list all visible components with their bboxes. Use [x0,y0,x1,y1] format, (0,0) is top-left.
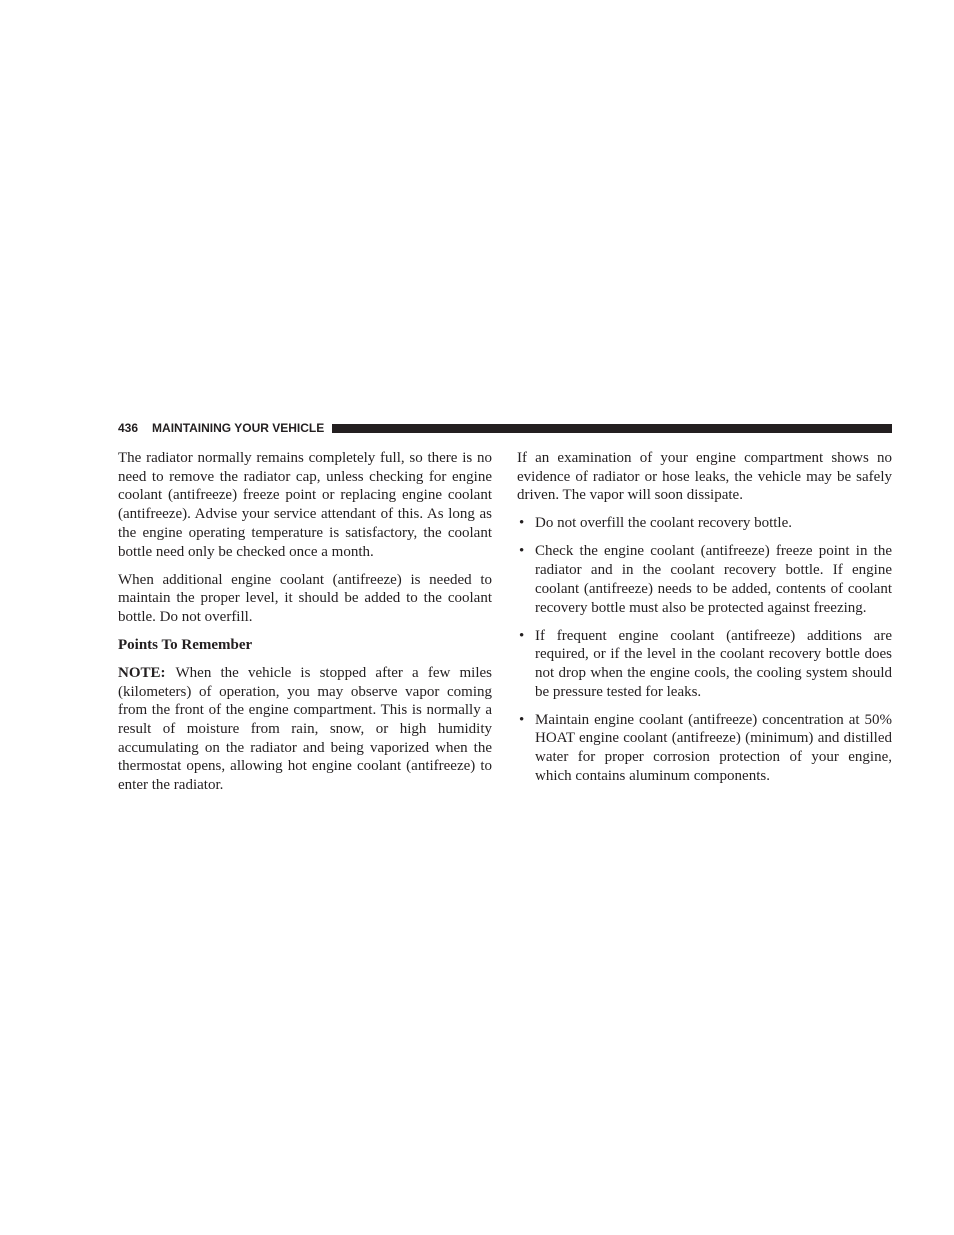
list-item [517,627,892,702]
bullet-icon: • [519,711,525,728]
note-paragraph [118,664,492,795]
bullet-icon: • [519,515,525,532]
list-item-text: Maintain engine coolant (antifreeze) concentration at 50% HOAT engine coolant (antifreeze) (minimum) and distilled water for proper corrosion protection of your engine, which contains aluminum components. [535,711,892,784]
subheading-points-to-remember: Points To Remember [118,636,253,653]
list-item-text: Check the engine coolant (antifreeze) freeze point in the radiator and in the coolant recovery bottle. If engine coolant (antifreeze) needs to be added, contents of coolant recovery bottle must also be protected against freezing. [535,543,892,616]
page-header [118,420,892,436]
list-item [517,711,892,786]
list-item [517,542,892,617]
paragraph-radiator-full: The radiator normally remains completely full, so there is no need to remove the radiator cap, unless checking for engine coolant (antifreeze) freeze point or replacing engine coolant (antifreeze). Advise your service attendant of this. As long as the engine operating temperature is satisfactory, the coolant bottle need only be checked once a month. [118,450,492,560]
header-rule [332,424,892,433]
list-item [517,514,892,533]
bullet-icon: • [519,543,525,560]
note-text: When the vehicle is stopped after a few miles (kilometers) of operation, you may observe vapor coming from the front of the engine compartment. This is normally a result of moisture from rain, snow, or high humidity accumulating on the radiator and being vaporized when the thermostat opens, allowing hot engine coolant (antifreeze) to enter the radiator. [118,664,492,794]
list-item-text: Do not overfill the coolant recovery bottle. [535,515,792,532]
paragraph-examination: If an examination of your engine compartment shows no evidence of radiator or hose leaks, the vehicle may be safely driven. The vapor will soon dissipate. [517,450,892,504]
section-title: MAINTAINING YOUR VEHICLE [152,421,325,435]
note-label: NOTE: [118,664,166,681]
bullet-list [517,514,892,785]
left-column [118,449,492,804]
page-number: 436 [118,421,139,435]
paragraph-add-coolant: When additional engine coolant (antifreeze) is needed to maintain the proper level, it should be added to the coolant bottle. Do not overfill. [118,571,492,625]
bullet-icon: • [519,627,525,644]
list-item-text: If frequent engine coolant (antifreeze) additions are required, or if the level in the coolant recovery bottle does not drop when the engine cools, the cooling system should be pressure tested for leaks. [535,627,892,700]
right-column [517,449,892,795]
